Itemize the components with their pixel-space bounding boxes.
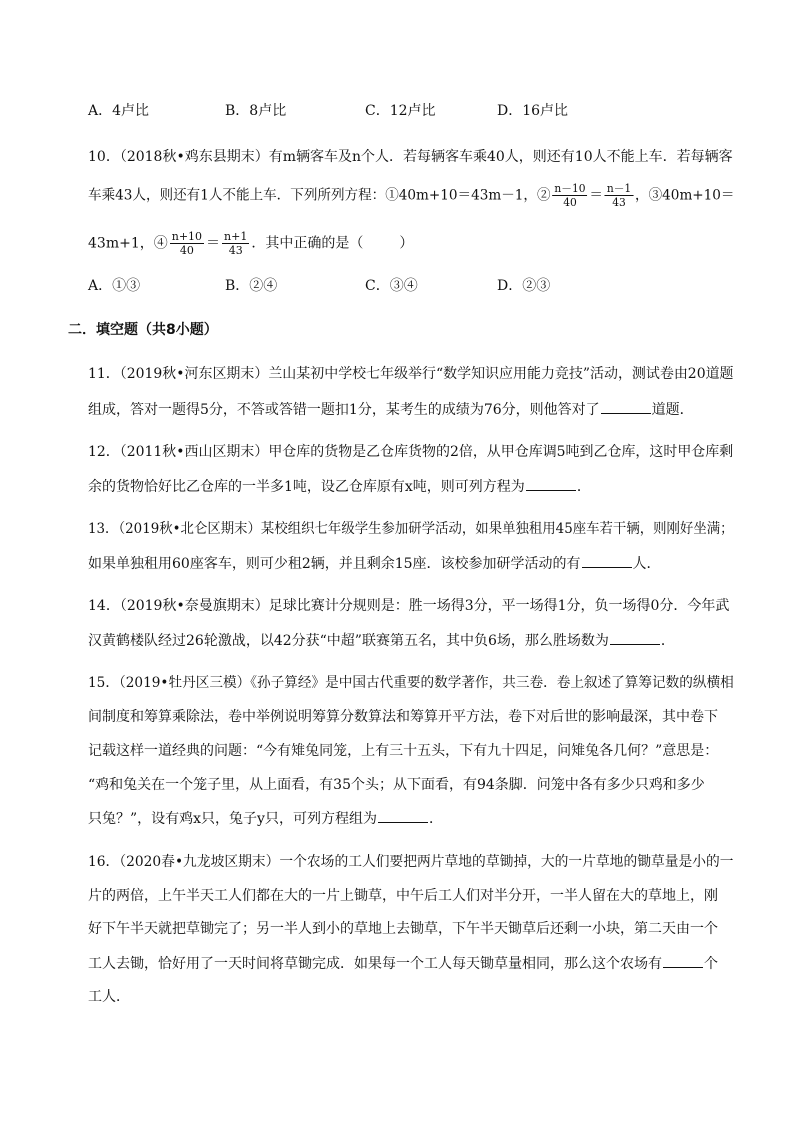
q15-line-3: 记载这样一道经典的问题：“今有雉兔同笼，上有三十五头，下有九十四足，问雉兔各几何？”意思是：: [88, 743, 719, 759]
q16-line-4: [88, 953, 718, 974]
q16-text: 工人去锄，恰好用了一天时间将草锄完成．如果每一个工人每天锄草量相同，那么这个农场有: [88, 956, 662, 972]
fraction-numerator: n+1: [224, 230, 248, 243]
q12-text: 余的货物恰好比乙仓库的一半多1吨，设乙仓库原有x吨，则可列方程为: [88, 479, 525, 495]
answer-blank[interactable]: [663, 953, 703, 968]
fraction-numerator: n－1: [606, 182, 632, 195]
q10-text: ）: [399, 235, 414, 252]
q10-option-c: C．③④: [365, 278, 418, 294]
q10-option-d: D．②③: [497, 278, 551, 294]
q14-text: ．: [660, 633, 675, 649]
q16-line-2: 片的两倍，上午半天工人们都在大的一片上锄草，中午后工人们对半分开，一半人留在大的草地上，刚: [88, 888, 718, 904]
q10-text: 43m+1，④: [88, 235, 168, 252]
q12-text: ．: [576, 479, 591, 495]
q16-text: 个: [704, 956, 718, 972]
fraction: [552, 182, 587, 209]
q16-line-1: 16．（2020春•九龙坡区期末）一个农场的工人们要把两片草地的草锄掉，大的一片草地的锄草量是小的一: [88, 854, 734, 870]
q10-line-1: 10．（2018秋•鸡东县期末）有m辆客车及n个人．若每辆客车乘40人，则还有10人不能上车．若每辆客: [88, 149, 733, 165]
q11-line-2: [88, 399, 694, 420]
q9-option-a: A．4卢比: [88, 103, 150, 119]
q13-text: 如果单独租用60座客车，则可少租2辆，并且剩余15座．该校参加研学活动的有: [88, 556, 581, 572]
q12-line-2: [88, 476, 591, 497]
fraction-denominator: 40: [179, 244, 194, 257]
q15-text: 只兔？”，设有鸡x只，兔子y只，可列方程组为: [88, 811, 377, 827]
q16-line-5: 工人．: [88, 989, 130, 1005]
answer-blank[interactable]: [582, 553, 632, 568]
q11-text: 组成，答对一题得5分，不答或答错一题扣1分，某考生的成绩为76分，则他答对了: [88, 402, 600, 418]
q10-text: ，③40m+10＝: [635, 187, 735, 204]
q14-text: 汉黄鹤楼队经过26轮激战，以42分获“中超”联赛第五名，其中负6场，那么胜场数为: [88, 633, 609, 649]
fraction-denominator: 40: [563, 196, 577, 209]
q15-line-4: “鸡和兔关在一个笼子里，从上面看，有35个头；从下面看，有94条脚．问笼中各有多少只鸡和多少: [88, 777, 705, 793]
answer-blank[interactable]: [610, 630, 660, 645]
fraction-numerator: n－10: [554, 182, 586, 195]
q10-line-3: [88, 230, 413, 257]
answer-blank[interactable]: [601, 399, 651, 414]
q10-option-b: B．②④: [225, 278, 278, 294]
q15-line-1: 15．（2019•牡丹区三模）《孙子算经》是中国古代重要的数学著作，共三卷．卷上叙述了算筹记数的纵横相: [88, 675, 734, 691]
equals-sign: ＝: [589, 187, 603, 204]
q15-line-2: 间制度和筹算乘除法，卷中举例说明筹算分数算法和筹算开平方法，卷下对后世的影响最深，其中卷下: [88, 709, 718, 725]
fraction: [605, 182, 633, 209]
q14-line-2: [88, 630, 675, 651]
q10-line-2: [88, 182, 735, 209]
q13-text: 人．: [632, 556, 661, 572]
section-heading: 二．填空题（共8小题）: [68, 322, 218, 338]
q12-line-1: 12．（2011秋•西山区期末）甲仓库的货物是乙仓库货物的2倍，从甲仓库调5吨到乙仓库，这时甲仓库剩: [88, 444, 734, 460]
q9-option-d: D．16卢比: [497, 103, 569, 119]
q15-text: ．: [428, 811, 443, 827]
equals-sign: ＝: [206, 235, 221, 252]
q11-text: 道题．: [651, 402, 694, 418]
q11-line-1: 11．（2019秋•河东区期末）兰山某初中学校七年级举行“数学知识应用能力竞技”活动，测试卷由20道题: [88, 366, 734, 382]
answer-blank[interactable]: [526, 476, 576, 491]
q10-text: ．其中正确的是（: [251, 235, 364, 252]
q15-line-5: [88, 808, 443, 829]
q13-line-1: 13．（2019秋•北仑区期末）某校组织七年级学生参加研学活动，如果单独租用45座车若干辆，则刚好坐满；: [88, 521, 734, 537]
q13-line-2: [88, 553, 661, 574]
q10-option-a: A．①③: [88, 278, 141, 294]
fraction-denominator: 43: [228, 244, 243, 257]
q14-line-1: 14．（2019秋•奈曼旗期末）足球比赛计分规则是：胜一场得3分，平一场得1分，负一场得0分．今年武: [88, 598, 730, 614]
q9-option-c: C．12卢比: [365, 103, 436, 119]
answer-blank[interactable]: [378, 808, 428, 823]
fraction: [222, 230, 249, 257]
q10-text: 车乘43人，则还有1人不能上车．下列所列方程：①40m+10＝43m－1，②: [88, 187, 551, 204]
fraction-numerator: n+10: [171, 230, 203, 243]
fraction-denominator: 43: [612, 196, 626, 209]
q9-option-b: B．8卢比: [225, 103, 287, 119]
q16-line-3: 好下午半天就把草锄完了；另一半人到小的草地上去锄草，下午半天锄草后还剩一小块，第二天由一个: [88, 921, 718, 937]
fraction: [170, 230, 204, 257]
